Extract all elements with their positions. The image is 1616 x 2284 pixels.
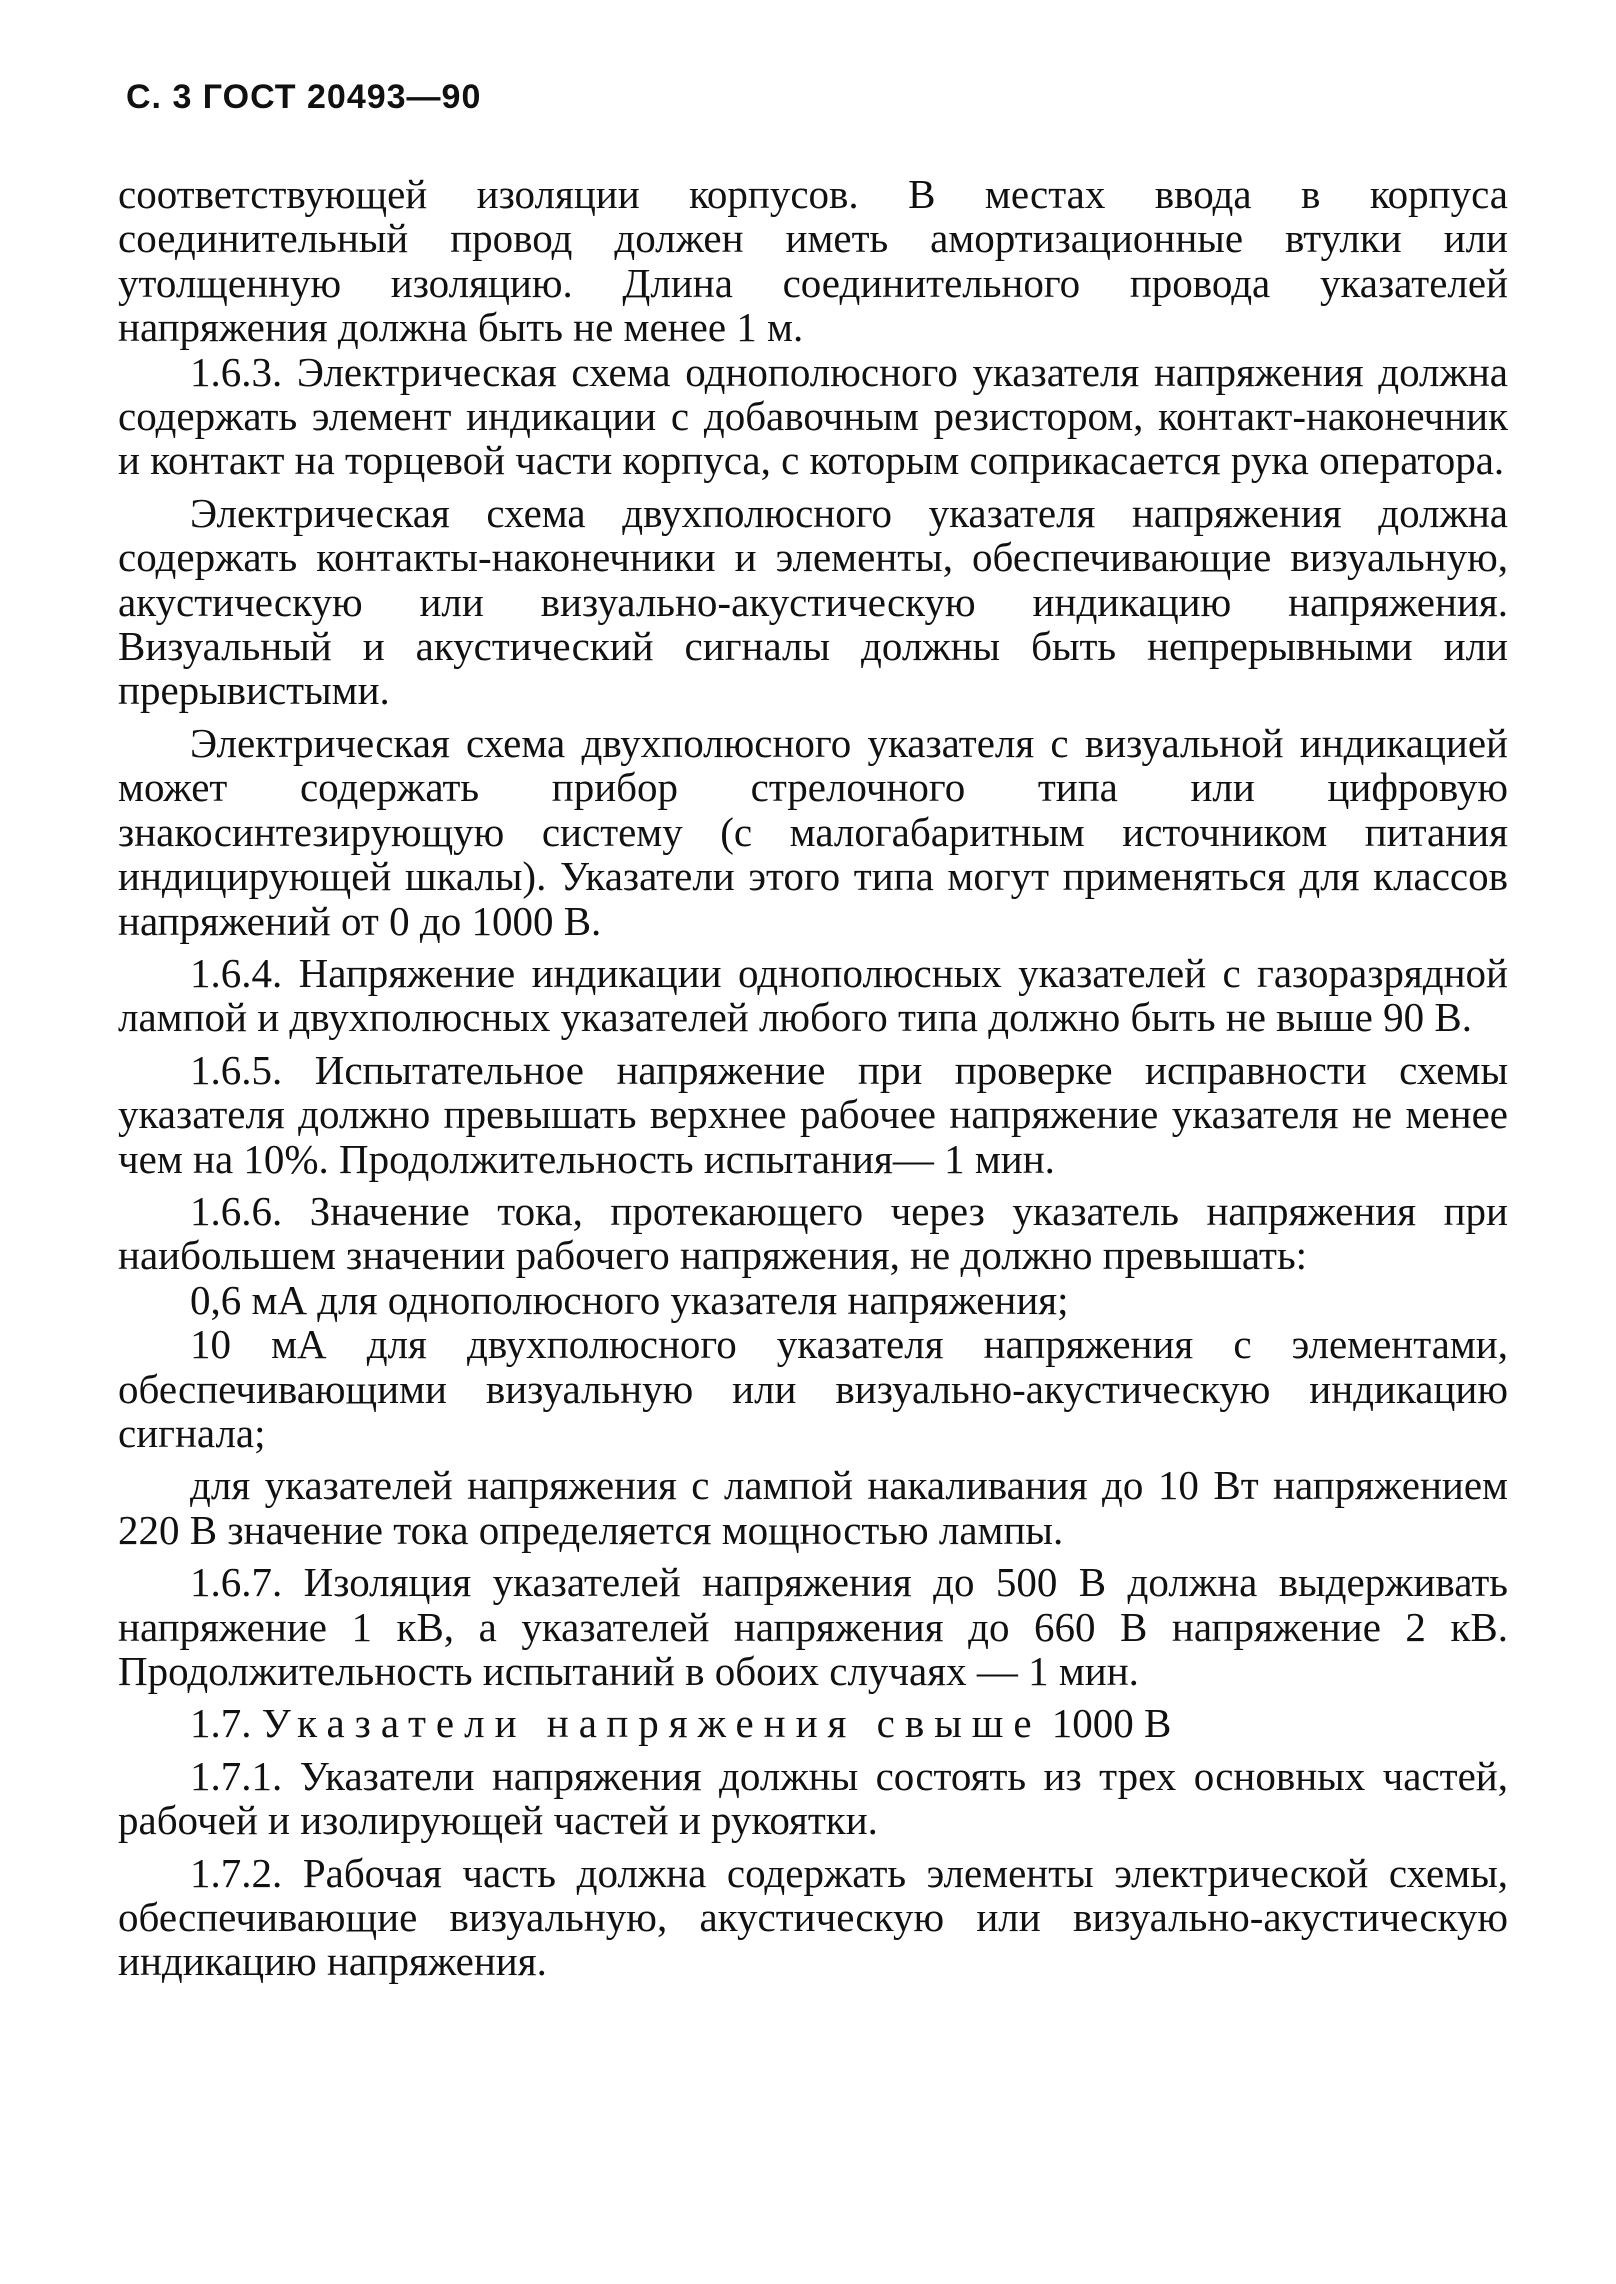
section-heading-number: 1.7. [190, 1700, 252, 1747]
section-heading-1-7 [118, 1701, 1508, 1745]
paragraph-1-7-1: 1.7.1. Указатели напряжения должны состоять из трех основных частей, рабочей и изолирующей частей и рукоятки. [118, 1752, 1508, 1844]
paragraph-1-6-7: 1.6.7. Изоляция указателей напряжения до 500 В должна выдерживать напряжение 1 кВ, а указателей напряжения до 660 В напряжение 2 кВ. Продолжительность испытаний в обоих случаях — 1 мин. [118, 1559, 1508, 1694]
section-heading-value: 1000 В [1051, 1700, 1172, 1747]
list-item: для указателей напряжения с лампой накаливания до 10 Вт напряжением 220 В значение тока определяется мощностью лампы. [118, 1462, 1508, 1553]
paragraph: Электрическая схема двухполюсного указателя напряжения должна содержать контакты-наконечники и элементы, обеспечивающие визуальную, акустическую или визуально-акустическую индикацию напряжения. Визуальный и акустический сигналы должны быть непрерывными или прерывистыми. [118, 489, 1508, 714]
list-item: 10 мА для двухполюсного указателя напряжения с элементами, обеспечивающими визуальную или визуально-акустическую индикацию сигнала; [118, 1321, 1508, 1456]
paragraph: соответствующей изоляции корпусов. В местах ввода в корпуса соединительный провод должен иметь амортизационные втулки или утолщенную изоляцию. Длина соединительного провода указателей напряжения должна быть не менее 1 м. [118, 171, 1508, 351]
paragraph: Электрическая схема двухполюсного указателя с визуальной индикацией может содержать прибор стрелочного типа или цифровую знакосинтезирующую систему (с малогабаритным источником питания индицирующей шкалы). Указатели этого типа могут применяться для классов напряжений от 0 до 1000 В. [118, 719, 1508, 944]
paragraph-1-6-3: 1.6.3. Электрическая схема однополюсного указателя напряжения должна содержать элемент индикации с добавочным резистором, контакт-наконечник и контакт на торцевой части корпуса, с которым соприкасается рука оператора. [118, 348, 1508, 484]
paragraph-1-7-2: 1.7.2. Рабочая часть должна содержать элементы электрической схемы, обеспечивающие визуальную, акустическую или визуально-акустическую индикацию напряжения. [118, 1849, 1508, 1985]
paragraph-1-6-6: 1.6.6. Значение тока, протекающего через указатель напряжения при наибольшем значении рабочего напряжения, не должно превышать: [118, 1187, 1508, 1279]
page-header: С. 3 ГОСТ 20493—90 [126, 78, 482, 116]
list-item: 0,6 мА для однополюсного указателя напряжения; [190, 1276, 1069, 1323]
section-heading-text: Указатели напряжения свыше [261, 1700, 1042, 1747]
document-body [118, 172, 1508, 1984]
paragraph-1-6-4: 1.6.4. Напряжение индикации однополюсных указателей с газоразрядной лампой и двухполюсных указателей любого типа должно быть не выше 90 В. [118, 949, 1508, 1041]
paragraph-1-6-5: 1.6.5. Испытательное напряжение при проверке исправности схемы указателя должно превышать верхнее рабочее напряжение указателя не менее чем на 10%. Продолжительность испытания— 1 мин. [118, 1046, 1508, 1182]
